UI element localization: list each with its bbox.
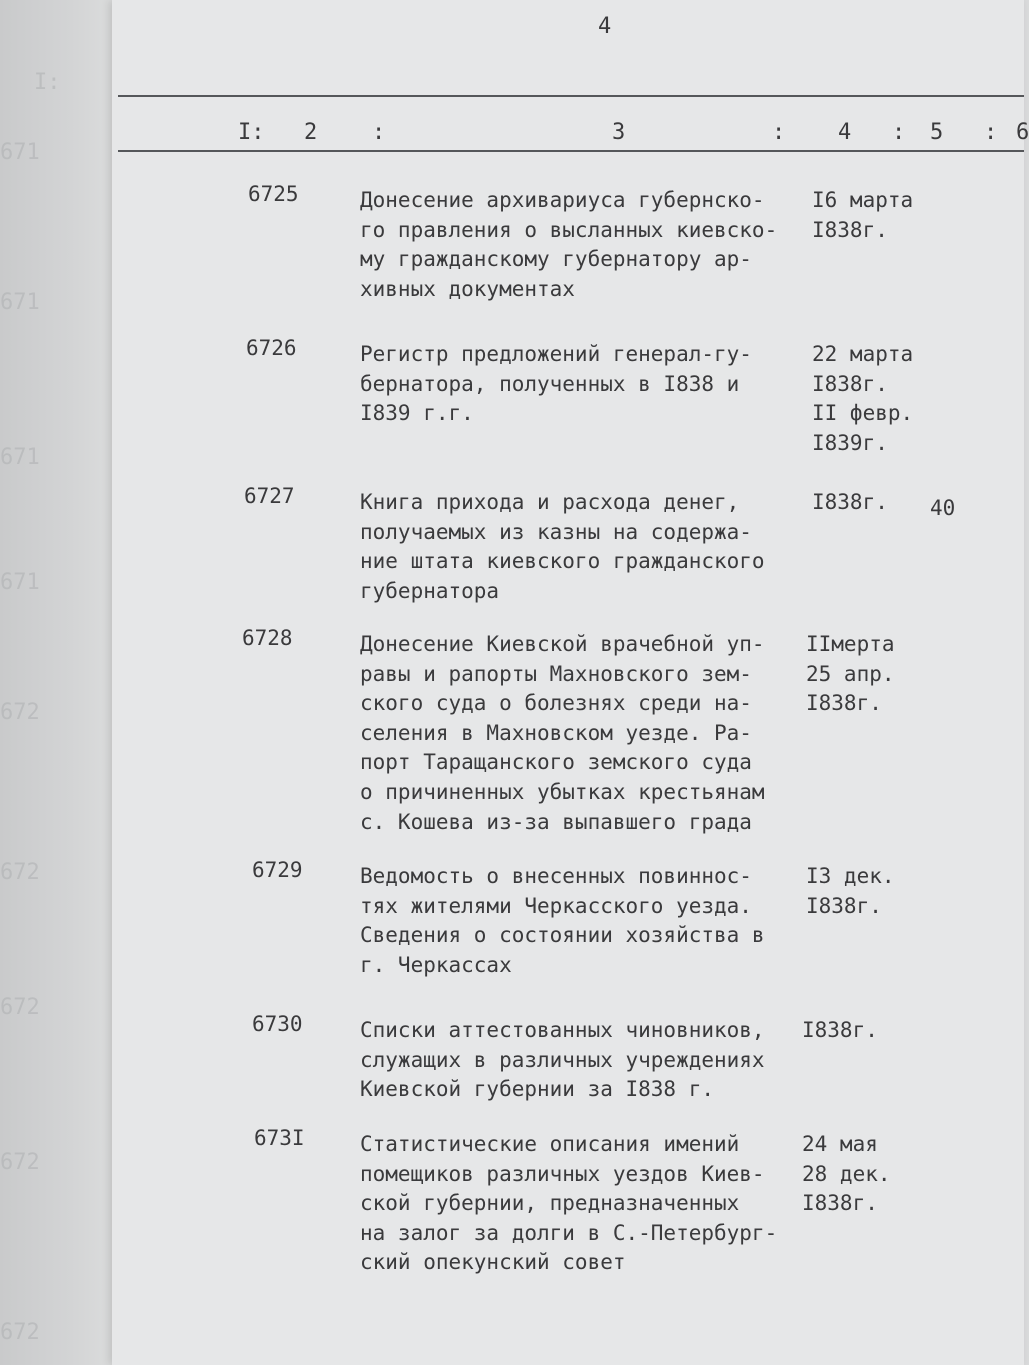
item-number: 6728 bbox=[242, 626, 293, 650]
item-description bbox=[360, 340, 810, 429]
margin-fragment: 671 bbox=[0, 290, 40, 315]
description-line: Донесение Киевской врачебной уп- bbox=[360, 632, 765, 656]
margin-fragment: 672 bbox=[0, 1150, 40, 1175]
description-line: Донесение архивариуса губернско- bbox=[360, 188, 765, 212]
description-line: г. Черкассах bbox=[360, 952, 512, 977]
description-line: губернатора bbox=[360, 578, 500, 603]
col-header-2: 2 bbox=[304, 120, 318, 145]
item-description bbox=[360, 1016, 810, 1105]
item-description bbox=[360, 630, 810, 837]
date-line: 25 апр. bbox=[806, 661, 895, 686]
margin-fragment: 672 bbox=[0, 995, 40, 1020]
date-line: I838г. bbox=[806, 691, 882, 716]
item-number: 6725 bbox=[248, 182, 299, 206]
header-rule-top bbox=[118, 95, 1024, 97]
col-header-6: 6 bbox=[1016, 120, 1029, 145]
date-line: I838г. bbox=[802, 1018, 878, 1042]
header-rule-bottom bbox=[118, 150, 1024, 152]
description-line: ской губернии, предназначенных bbox=[360, 1191, 740, 1216]
sheet-count: 40 bbox=[930, 496, 956, 520]
description-line: Киевской губернии за I838 г. bbox=[360, 1077, 715, 1102]
date-line: II февр. bbox=[812, 401, 914, 426]
description-line: о причиненных убытках крестьянам bbox=[360, 779, 765, 804]
description-line: хивных документах bbox=[360, 276, 575, 301]
page-number: 4 bbox=[598, 14, 612, 39]
item-number: 6726 bbox=[246, 336, 297, 360]
margin-fragment: 672 bbox=[0, 860, 40, 885]
col-separator: : bbox=[372, 120, 386, 145]
item-dates bbox=[806, 630, 895, 719]
description-line: на залог за долги в С.-Петербург- bbox=[360, 1220, 778, 1245]
description-line: равы и рапорты Махновского зем- bbox=[360, 661, 752, 686]
description-line: Списки аттестованных чиновников, bbox=[360, 1018, 765, 1042]
date-line: 28 дек. bbox=[802, 1161, 891, 1186]
description-line: Ведомость о внесенных повиннос- bbox=[360, 864, 752, 888]
previous-page-edge bbox=[0, 0, 118, 1365]
description-line: Статистические описания имений bbox=[360, 1132, 740, 1156]
col-header-5: 5 bbox=[930, 120, 944, 145]
item-dates bbox=[802, 1016, 878, 1046]
margin-fragment: 672 bbox=[0, 1320, 40, 1345]
description-line: ский опекунский совет bbox=[360, 1250, 626, 1275]
description-line: служащих в различных учреждениях bbox=[360, 1047, 765, 1072]
col-header-3: 3 bbox=[612, 120, 626, 145]
date-line: I838г. bbox=[812, 371, 888, 396]
col-separator: : bbox=[984, 120, 998, 145]
item-description bbox=[360, 186, 810, 304]
item-dates bbox=[812, 340, 913, 458]
description-line: получаемых из казны на содержа- bbox=[360, 519, 752, 544]
margin-fragment: 671 bbox=[0, 570, 40, 595]
date-line: I838г. bbox=[812, 490, 888, 514]
item-dates bbox=[812, 488, 888, 518]
item-number: 673I bbox=[254, 1126, 305, 1150]
item-description bbox=[360, 1130, 810, 1278]
description-line: тях жителями Черкасского уезда. bbox=[360, 893, 752, 918]
description-line: му гражданскому губернатору ар- bbox=[360, 247, 752, 272]
description-line: Сведения о состоянии хозяйства в bbox=[360, 923, 765, 948]
item-dates bbox=[812, 186, 913, 245]
date-line: I838г. bbox=[802, 1191, 878, 1216]
description-line: с. Кошева из-за выпавшего града bbox=[360, 809, 752, 834]
description-line: бернатора, полученных в I838 и bbox=[360, 371, 740, 396]
item-number: 6730 bbox=[252, 1012, 303, 1036]
item-dates bbox=[806, 862, 895, 921]
item-dates bbox=[802, 1130, 891, 1219]
date-line: I6 марта bbox=[812, 188, 914, 212]
item-description bbox=[360, 488, 810, 606]
margin-fragment: I: bbox=[34, 70, 61, 95]
description-line: порт Таращанского земского суда bbox=[360, 750, 752, 775]
item-number: 6727 bbox=[244, 484, 295, 508]
description-line: помещиков различных уездов Киев- bbox=[360, 1161, 765, 1186]
col-header-1: I: bbox=[238, 120, 265, 145]
col-header-4: 4 bbox=[838, 120, 852, 145]
date-line: I839г. bbox=[812, 430, 888, 455]
col-separator: : bbox=[772, 120, 786, 145]
item-number: 6729 bbox=[252, 858, 303, 882]
date-line: 22 марта bbox=[812, 342, 914, 366]
date-line: IIмерта bbox=[806, 632, 895, 656]
date-line: I838г. bbox=[806, 893, 882, 918]
margin-fragment: 671 bbox=[0, 140, 40, 165]
description-line: Регистр предложений генерал-гу- bbox=[360, 342, 752, 366]
description-line: ние штата киевского гражданского bbox=[360, 549, 765, 574]
description-line: I839 г.г. bbox=[360, 401, 474, 426]
margin-fragment: 671 bbox=[0, 445, 40, 470]
description-line: ского суда о болезнях среди на- bbox=[360, 691, 752, 716]
date-line: 24 мая bbox=[802, 1132, 878, 1156]
margin-fragment: 672 bbox=[0, 700, 40, 725]
date-line: I838г. bbox=[812, 217, 888, 242]
description-line: го правления о высланных киевско- bbox=[360, 217, 778, 242]
col-separator: : bbox=[892, 120, 906, 145]
description-line: селения в Махновском уезде. Ра- bbox=[360, 720, 752, 745]
item-description bbox=[360, 862, 810, 980]
date-line: I3 дек. bbox=[806, 864, 895, 888]
description-line: Книга прихода и расхода денег, bbox=[360, 490, 740, 514]
